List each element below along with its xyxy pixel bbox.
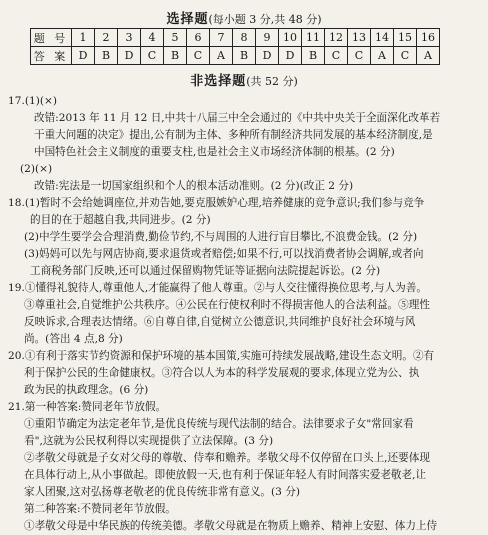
text-line: 工商税务部门反映,还可以通过保留购物凭证等证据向法院提起诉讼。(2 分) <box>30 265 381 277</box>
question-number: 9 <box>256 29 279 47</box>
answer-cell: C <box>187 47 210 65</box>
question-number: 2 <box>95 29 118 47</box>
question-number: 12 <box>325 29 348 47</box>
text-line: 尚。(答出 4 点,8 分) <box>24 333 123 345</box>
answer-cell: C <box>348 47 371 65</box>
answer-cell: C <box>325 47 348 65</box>
answer-cell: C <box>394 47 417 65</box>
question-number: 13 <box>348 29 371 47</box>
text-line: 反映诉求,合理表达情绪。⑥自尊自律,自觉树立公德意识,共同维护良好社会环境与风 <box>24 316 416 328</box>
text-line: 中国特色社会主义制度的重要支柱,也是社会主义市场经济体制的根基。(2 分) <box>34 146 395 158</box>
text-line: 21.第一种答案:赞同老年节放假。 <box>8 401 167 413</box>
text-line: 改错:2013 年 11 月 12 日,中共十八届三中全会通过的《中共中央关于全面深化改革若 <box>34 112 441 124</box>
text-line: ①重阳节确定为法定老年节,是优良传统与现代法制的结合。法律要求子女"常回家看 <box>24 418 414 430</box>
question-number: 14 <box>371 29 394 47</box>
text-line: 的目的在于超越自我,共同进步。(2 分) <box>30 214 211 226</box>
text-line: ①孝敬父母是中华民族的传统美德。孝敬父母就是在物质上赡养、精神上安慰、体力上侍 <box>24 520 438 532</box>
text-line: (3)妈妈可以先与网店协商,要求退货或者赔偿;如果不行,可以找消费者协会调解,或者向 <box>24 248 424 260</box>
answer-cell: B <box>164 47 187 65</box>
text-line: 在具体行动上,从小事做起。即使放假一天,也有利于保证年轻人有时间落实爱老敬老,让 <box>24 469 427 481</box>
answer-cell: B <box>233 47 256 65</box>
choice-title: 选择题 <box>166 12 209 27</box>
text-line: 改错:宪法是一切国家组织和个人的根本活动准则。(2 分)(改正 2 分) <box>34 180 354 192</box>
answer-cell: B <box>302 47 325 65</box>
answer-cell: B <box>95 47 118 65</box>
answer-cell: A <box>210 47 233 65</box>
answer-cell: D <box>256 47 279 65</box>
question-number: 8 <box>233 29 256 47</box>
text-line: 看",这就为公民权利得以实现提供了立法保障。(3 分) <box>24 435 274 447</box>
text-line: 政为民的执政理念。(6 分) <box>24 384 149 396</box>
answer-row-label: 答 案 <box>31 47 72 65</box>
answer-row <box>31 47 440 65</box>
number-row-label: 题 号 <box>31 29 72 47</box>
choice-title-sub: (每小题 3 分,共 48 分) <box>208 13 322 26</box>
text-line: (2)中学生要学会合理消费,勤俭节约,不与周围的人进行盲目攀比,不浪费金钱。(2 分) <box>24 231 418 243</box>
text-line: 17.(1)(×) <box>8 95 57 107</box>
choice-section-title <box>0 8 488 27</box>
answer-table <box>30 28 440 65</box>
answer-cell: D <box>72 47 95 65</box>
text-line: 家人团聚,这对弘扬尊老敬老的优良传统非常有意义。(3 分) <box>24 486 300 498</box>
answer-text-body <box>8 93 482 535</box>
text-line: 利于保护公民的生命健康权。③符合以人为本的科学发展观的要求,体现立党为公、执 <box>24 367 420 379</box>
text-line: ③尊重社会,自觉维护公共秩序。④公民在行使权利时不得损害他人的合法利益。⑤理性 <box>24 299 430 311</box>
question-number: 6 <box>187 29 210 47</box>
question-number: 7 <box>210 29 233 47</box>
question-number: 10 <box>279 29 302 47</box>
text-line: 20.①有利于落实节约资源和保护环境的基本国策,实施可持续发展战略,建设生态文明。②有 <box>8 350 435 362</box>
answer-cell: A <box>371 47 394 65</box>
question-number: 15 <box>394 29 417 47</box>
question-number: 16 <box>417 29 440 47</box>
question-number: 11 <box>302 29 325 47</box>
answer-cell: C <box>141 47 164 65</box>
text-line: 干重大问题的决定》提出,公有制为主体、多种所有制经济共同发展的基本经济制度,是 <box>34 129 433 141</box>
question-number: 3 <box>118 29 141 47</box>
nonchoice-title-sub: (共 52 分) <box>246 75 298 88</box>
text-line: 第二种答案:不赞同老年节放假。 <box>24 503 176 515</box>
nonchoice-section-title <box>0 70 488 89</box>
text-line: 18.(1)暂时不会给她调座位,并劝告她,要克服嫉妒心理,培养健康的竞争意识;我们参与竞争 <box>8 197 425 209</box>
question-number: 5 <box>164 29 187 47</box>
text-line: ②孝敬父母就是子女对父母的尊敬、侍奉和赡养。孝敬父母不仅停留在口头上,还要体现 <box>24 452 430 464</box>
nonchoice-title: 非选择题 <box>190 74 247 89</box>
text-line: (2)(×) <box>20 163 53 175</box>
answer-cell: D <box>118 47 141 65</box>
question-number: 1 <box>72 29 95 47</box>
number-row <box>31 29 440 47</box>
text-line: 19.①懂得礼貌待人,尊重他人,才能赢得了他人尊重。②与人交往懂得换位思考,与人为善。 <box>8 282 427 294</box>
answer-cell: A <box>417 47 440 65</box>
question-number: 4 <box>141 29 164 47</box>
answer-cell: D <box>279 47 302 65</box>
